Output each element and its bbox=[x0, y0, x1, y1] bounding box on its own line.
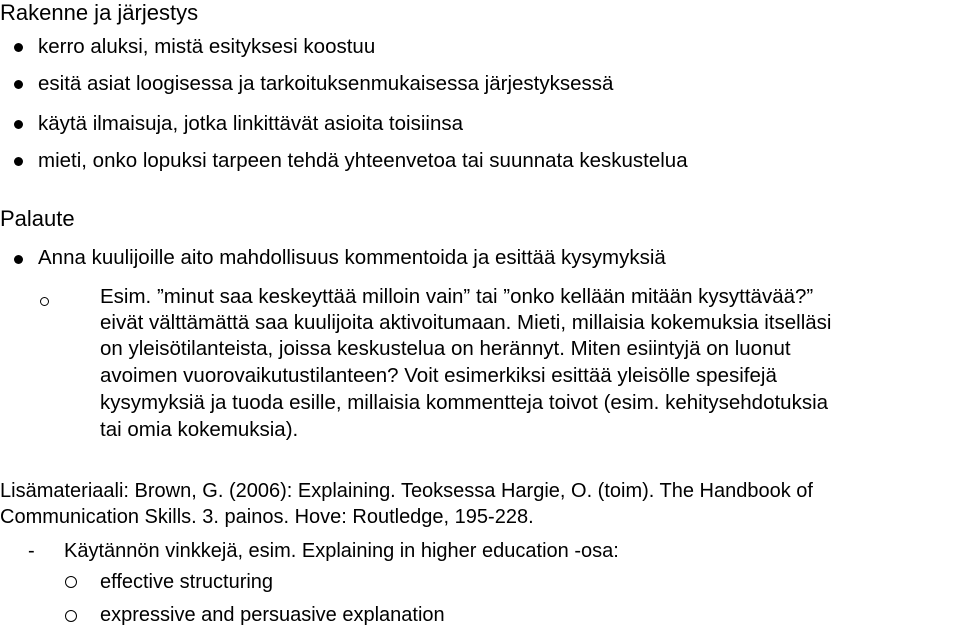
section-heading-structure: Rakenne ja järjestys bbox=[0, 0, 199, 25]
tips-subitem-1: effective structuring bbox=[100, 571, 274, 593]
bullet-icon bbox=[14, 255, 23, 264]
bullet-icon bbox=[14, 120, 23, 129]
sub-bullet-icon bbox=[40, 297, 49, 306]
list-item-3: käytä ilmaisuja, jotka linkittävät asioita toisiinsa bbox=[38, 112, 463, 135]
sub-bullet-icon bbox=[65, 576, 77, 588]
reference-line-2: Communication Skills. 3. painos. Hove: Routledge, 195-228. bbox=[0, 506, 534, 528]
bullet-icon bbox=[14, 43, 23, 52]
subitem-line-2: eivät välttämättä saa kuulijoita aktivoitumaan. Mieti, millaisia kokemuksia itselläsi bbox=[100, 311, 832, 334]
subitem-line-4: avoimen vuorovaikutustilanteen? Voit esimerkiksi esittää yleisölle spesifejä bbox=[100, 364, 777, 387]
section-heading-feedback: Palaute bbox=[0, 206, 75, 231]
subitem-line-5: kysymyksiä ja tuoda esille, millaisia kommentteja toivot (esim. kehitysehdotuksia bbox=[100, 391, 829, 414]
dash-marker: - bbox=[28, 540, 35, 562]
bullet-icon bbox=[14, 80, 23, 89]
bullet-icon bbox=[14, 157, 23, 166]
subitem-line-1: Esim. ”minut saa keskeyttää milloin vain” tai ”onko kellään mitään kysyttävää?” bbox=[100, 285, 814, 308]
tips-line: Käytännön vinkkejä, esim. Explaining in higher education -osa: bbox=[64, 540, 619, 562]
list-item-feedback: Anna kuulijoille aito mahdollisuus kommentoida ja esittää kysymyksiä bbox=[38, 246, 666, 269]
subitem-line-6: tai omia kokemuksia). bbox=[100, 418, 299, 441]
sub-bullet-icon bbox=[65, 610, 77, 622]
list-item-1: kerro aluksi, mistä esityksesi koostuu bbox=[38, 35, 376, 58]
list-item-4: mieti, onko lopuksi tarpeen tehdä yhteenvetoa tai suunnata keskustelua bbox=[38, 149, 688, 172]
tips-subitem-2: expressive and persuasive explanation bbox=[100, 604, 445, 626]
reference-line-1: Lisämateriaali: Brown, G. (2006): Explaining. Teoksessa Hargie, O. (toim). The Handbook of bbox=[0, 480, 813, 502]
list-item-2: esitä asiat loogisessa ja tarkoituksenmukaisessa järjestyksessä bbox=[38, 72, 614, 95]
subitem-line-3: on yleisötilanteista, joissa keskustelua on herännyt. Miten esiintyjä on luonut bbox=[100, 337, 791, 360]
